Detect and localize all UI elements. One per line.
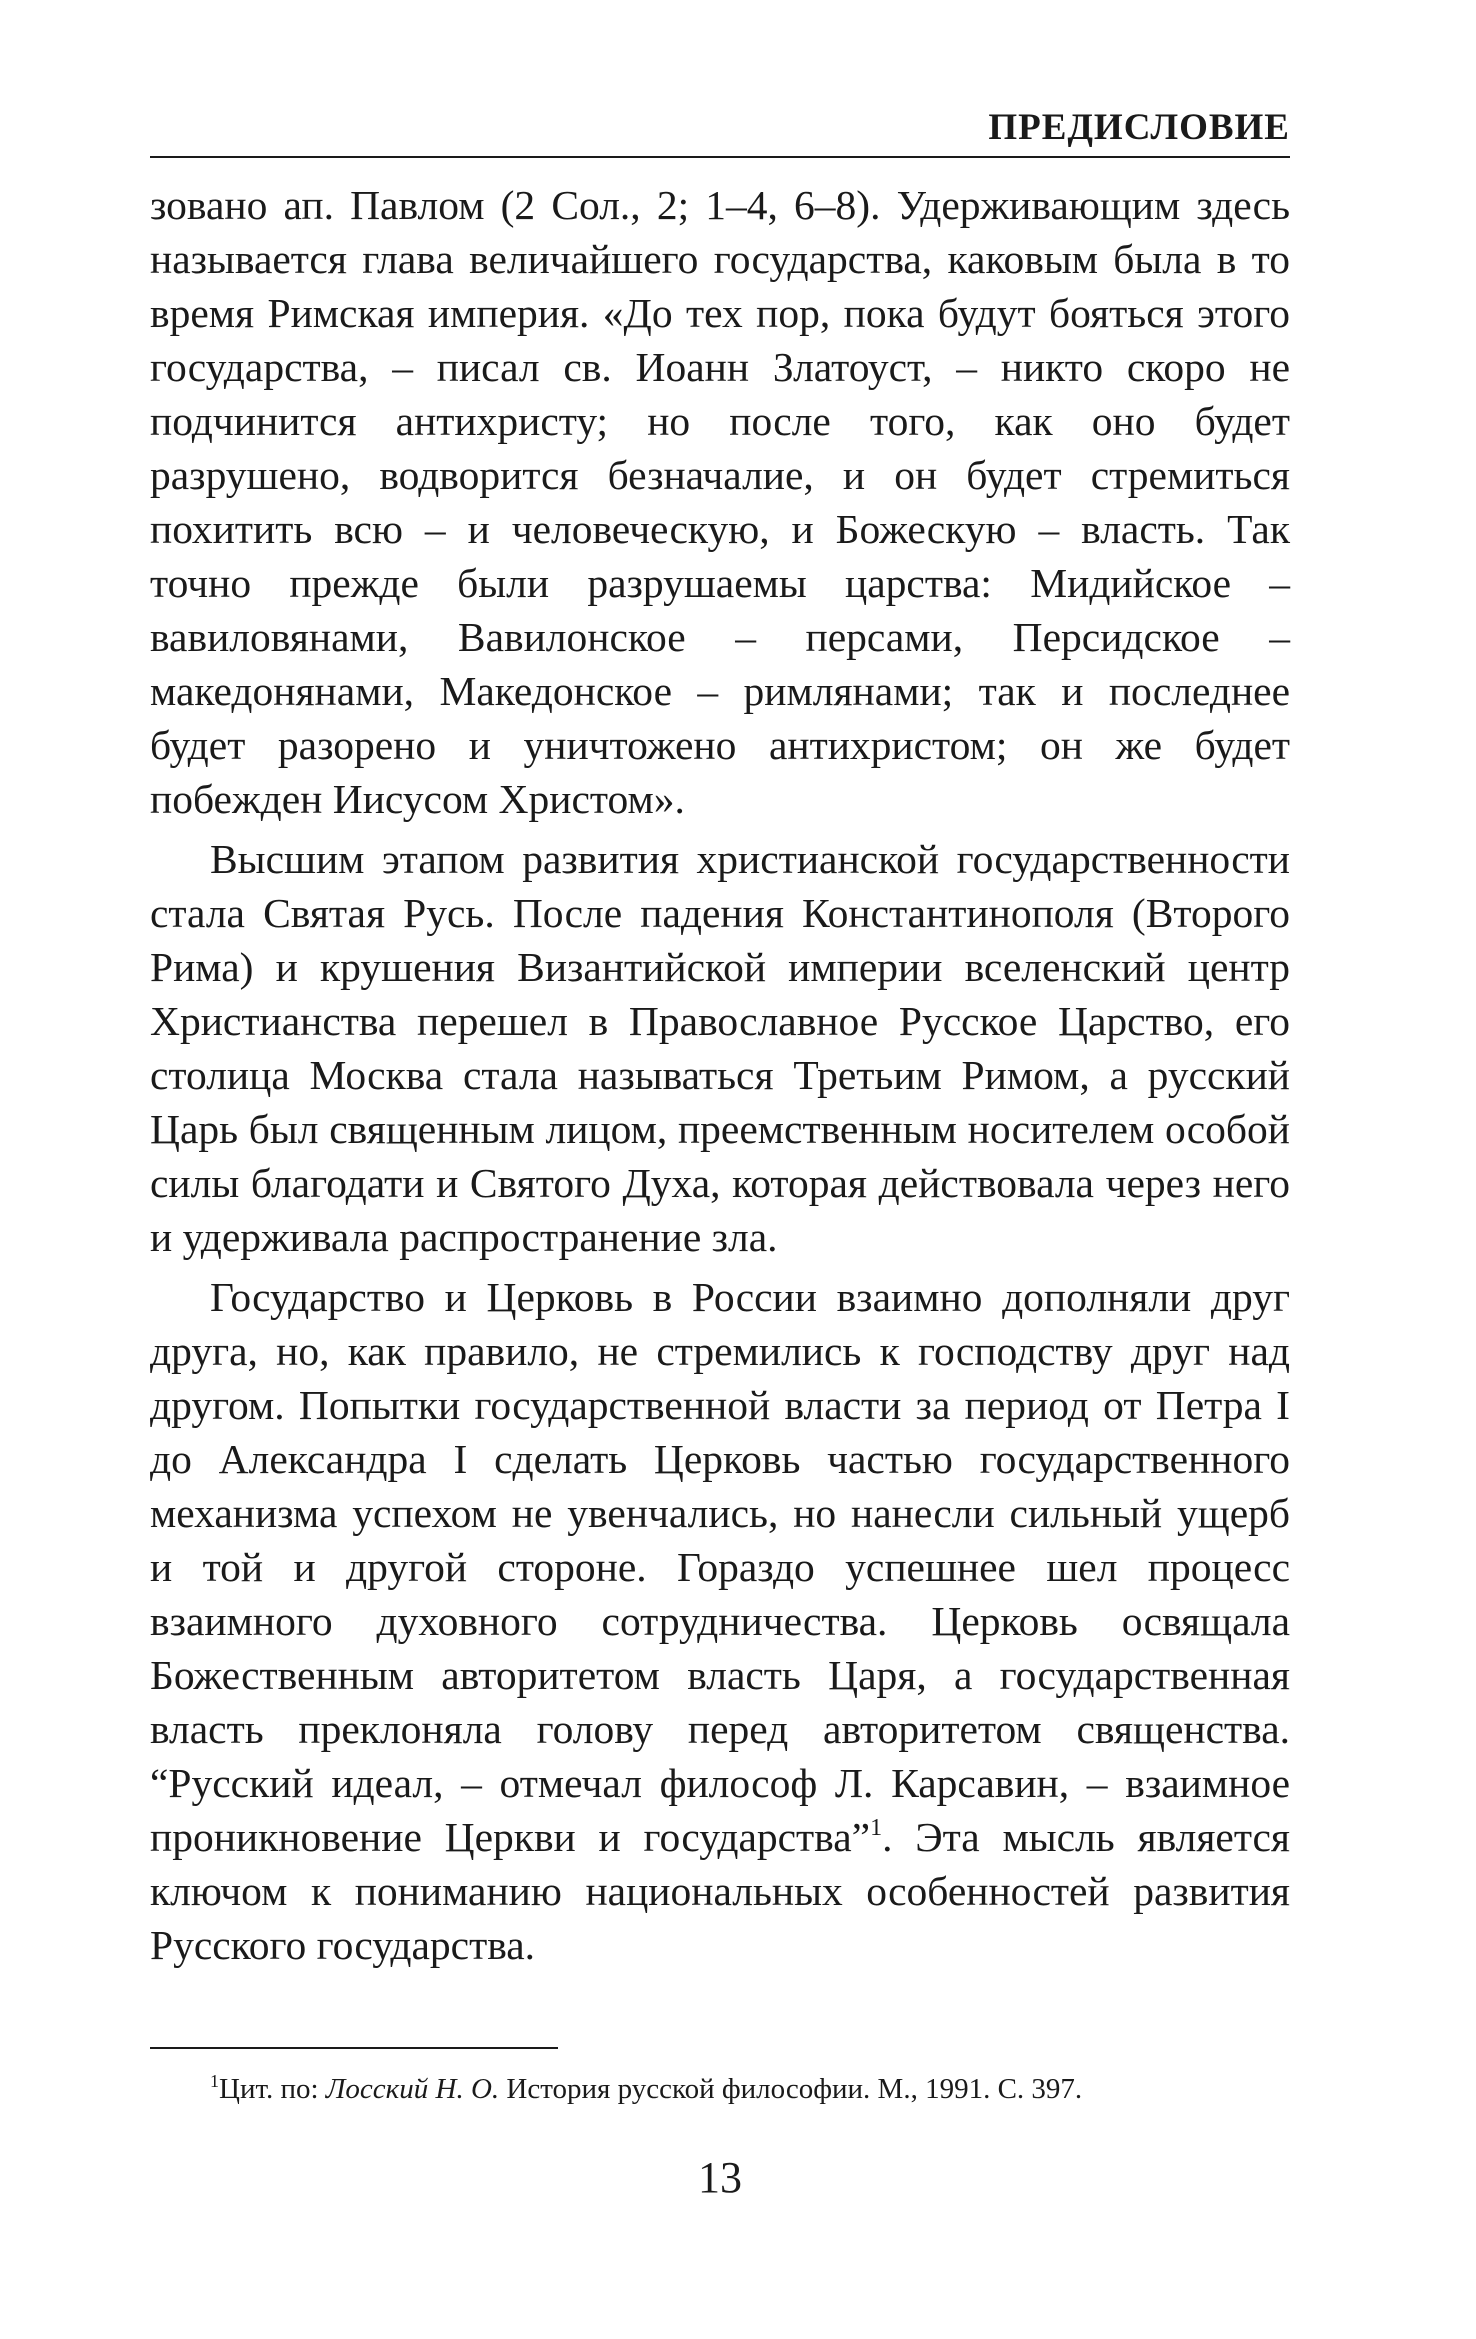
page-number: 13 [698, 2153, 742, 2202]
paragraph-continued [150, 178, 1290, 826]
running-title: ПРЕДИСЛОВИЕ [988, 107, 1290, 148]
footnote-prefix: Цит. по: [219, 2073, 326, 2105]
running-header [150, 100, 1290, 158]
sentence-end: . [882, 1814, 893, 1860]
footnote-divider [150, 2047, 558, 2049]
paragraph-text: Эта мысль является ключом к пониманию национальных особенностей развития Русского государства. [150, 1814, 1290, 1968]
book-page [150, 0, 1290, 2339]
footnote-author: Лосский Н. О. [325, 2073, 500, 2105]
paragraph [150, 832, 1290, 1264]
paragraph-text: зовано ап. Павлом (2 Сол., 2; 1–4, 6–8). Удерживающим здесь называется глава величайшего государства, каковым была в то время Римская империя. «До тех пор, пока будут бояться этого государства, – писал св. Иоанн Златоуст, – никто скоро не подчинится антихристу; но после того, как оно будет разрушено, водворится безначалие, и он будет стремиться похитить всю – и человеческую, и Божескую – власть. Так точно прежде были разрушаемы царства: Мидийское – вавиловянами, Вавилонское – персами, Персидское – македонянами, Македонское – римлянами; так и последнее будет разорено и уничтожено антихристом; он же будет побежден Иисусом Христом». [150, 182, 1290, 822]
footnote-reference[interactable]: 1 [870, 1815, 883, 1841]
paragraph-text: Высшим этапом развития христианской государственности стала Святая Русь. После падения Константинополя (Второго Рима) и крушения Византийской империи вселенский центр Христианства перешел в Православное Русское Царство, его столица Москва стала называться Третьим Римом, а русский Царь был священным лицом, преемственным носителем особой силы благодати и Святого Духа, которая действовала через него и удерживала распространение зла. [150, 836, 1290, 1260]
footnote [210, 2070, 1290, 2108]
body-text [150, 178, 1290, 1972]
footnote-marker: 1 [210, 2071, 219, 2091]
paragraph [150, 1270, 1290, 1972]
footnote-citation: История русской философии. М., 1991. С. 397. [499, 2073, 1083, 2105]
paragraph-text: Государство и Церковь в России взаимно дополняли друг друга, но, как правило, не стремились к господству друг над другом. Попытки государственной власти за период от Петра I до Александра I сделать Церковь частью государственного механизма успехом не увенчались, но нанесли сильный ущерб и той и другой стороне. Гораздо успешнее шел процесс взаимного духовного сотрудничества. Церковь освящала Божественным авторитетом власть Царя, а государственная власть преклоняла голову перед авторитетом священства. “Русский идеал, – отмечал философ Л. Карсавин, – взаимное проникновение Церкви и государства” [150, 1274, 1290, 1860]
